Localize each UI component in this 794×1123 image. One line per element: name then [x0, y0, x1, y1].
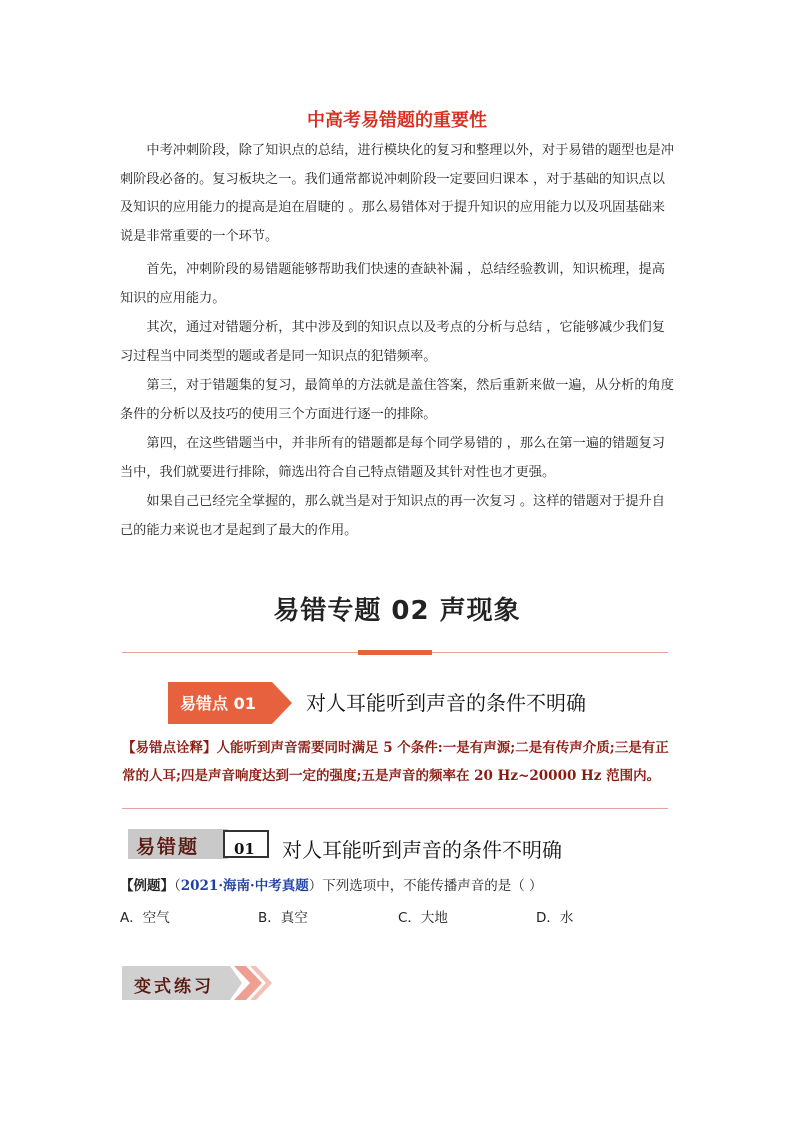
- option-c: C．大地: [398, 910, 448, 926]
- intro-paragraph: 第三，对于错题集的复习，最简单的方法就是盖住答案，然后重新来做一遍，从分析的角度条件的分析以及技巧的使用三个方面进行逐一的排除。: [120, 378, 674, 422]
- answer-options: [120, 906, 680, 928]
- practice-banner: [122, 966, 272, 1000]
- intro-paragraph: 中考冲刺阶段，除了知识点的总结，进行模块化的复习和整理以外，对于易错的题型也是冲刺阶段必备的。复习板块之一。我们通常都说冲刺阶段一定要回归课本 ，对于基础的知识点以及知识的应用能力的提高是迫在眉睫的 。那么易错体对于提升知识的应用能力以及巩固基础来说是非常重要的一个环节。: [120, 143, 674, 244]
- intro-paragraph: 其次，通过对错题分析，其中涉及到的知识点以及考点的分析与总结 ，它能够减少我们复习过程当中同类型的题或者是同一知识点的犯错频率。: [120, 320, 665, 364]
- practice-label: 变式练习: [134, 977, 214, 997]
- question-badge-label: 易错题: [136, 836, 200, 858]
- intro-paragraph: 如果自己已经完全掌握的，那么就当是对于知识点的再一次复习 。这样的错题对于提升自己的能力来说也才是起到了最大的作用。: [120, 494, 665, 538]
- example-source: 2021·海南·中考真题: [180, 878, 309, 894]
- option-b: B．真空: [258, 910, 308, 926]
- error-point-tag-label: 易错点 01: [180, 694, 256, 713]
- example-label: 【例题】: [120, 878, 174, 894]
- example-question: [120, 874, 543, 894]
- intro-paragraph: 首先，冲刺阶段的易错题能够帮助我们快速的查缺补漏 ，总结经验教训，知识梳理，提高知识的应用能力。: [120, 262, 665, 306]
- option-d: D．水: [536, 910, 574, 926]
- example-stem: 下列选项中，不能传播声音的是（ ）: [322, 878, 543, 894]
- source-paren-close: ）: [308, 878, 323, 894]
- question-title: 对人耳能听到声音的条件不明确: [282, 838, 562, 862]
- divider: [122, 808, 668, 809]
- source-paren-open: （: [174, 878, 181, 894]
- option-a: A．空气: [120, 910, 170, 926]
- intro-paragraph: 第四，在这些错题当中，并非所有的错题都是每个同学易错的 ，那么在第一遍的错题复习当中，我们就要进行排除，筛选出符合自己特点错题及其针对性也才更强。: [120, 436, 665, 480]
- error-point-explanation: 【易错点诠释】人能听到声音需要同时满足 5 个条件:一是有声源;二是有传声介质;三是有正常的人耳;四是声音响度达到一定的强度;五是声音的频率在 20 Hz~20000 Hz 范围内。: [122, 740, 669, 784]
- divider-accent: [358, 650, 432, 655]
- main-title: 易错专题 02 声现象: [273, 596, 521, 626]
- intro-title: 中高考易错题的重要性: [307, 110, 487, 131]
- error-point-tag: [168, 682, 294, 724]
- question-badge-number: 01: [234, 840, 255, 858]
- error-point-title: 对人耳能听到声音的条件不明确: [306, 691, 586, 715]
